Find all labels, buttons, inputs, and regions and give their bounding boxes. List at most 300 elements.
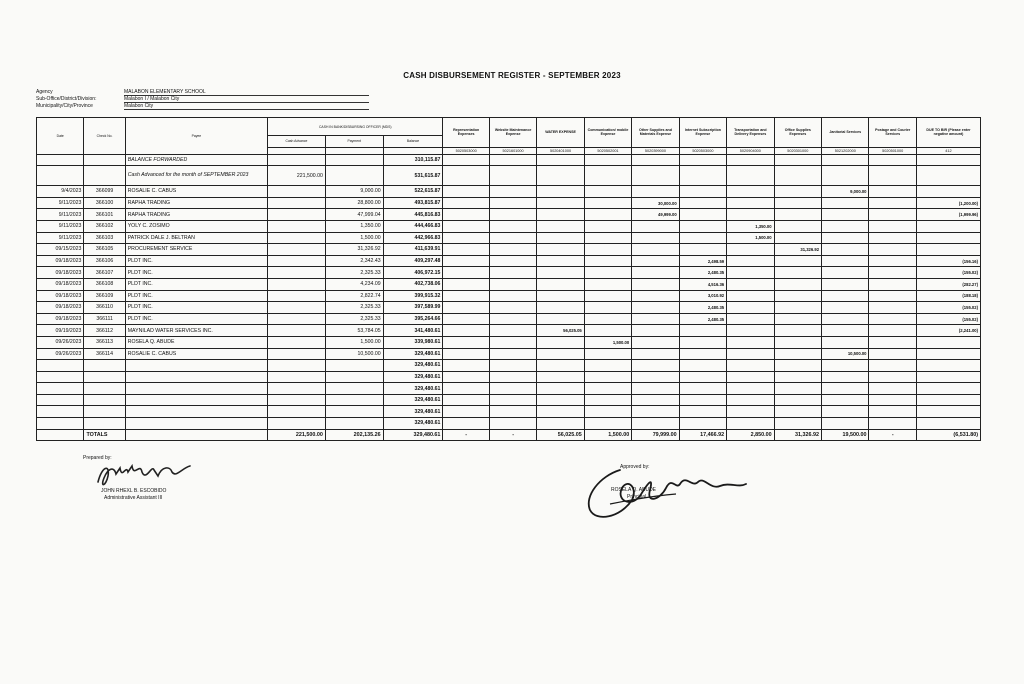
- row-expense: [443, 406, 489, 418]
- row-expense: [489, 383, 536, 395]
- row-expense: [727, 209, 774, 221]
- row-payment: 1,350.00: [325, 220, 383, 232]
- row-cash-advance: [268, 267, 326, 279]
- register-body: [37, 154, 981, 429]
- row-expense: [727, 267, 774, 279]
- row-expense: [537, 278, 584, 290]
- row-expense: [774, 325, 821, 337]
- row-date: [37, 360, 84, 372]
- row-expense: [774, 336, 821, 348]
- row-expense: [679, 232, 726, 244]
- row-expense: [916, 348, 980, 360]
- row-date: 9/11/2023: [37, 232, 84, 244]
- row-expense: 31,326.92: [774, 244, 821, 256]
- table-row: [37, 244, 981, 256]
- row-expense: [632, 383, 679, 395]
- row-payment: 1,500.00: [325, 232, 383, 244]
- row-balance: 411,639.91: [383, 244, 443, 256]
- approved-by-position: Principal: [627, 494, 647, 500]
- row-expense: [727, 371, 774, 383]
- col-exp-header: Janitorial Services: [822, 118, 869, 148]
- row-date: 9/11/2023: [37, 220, 84, 232]
- row-cash-advance: [268, 406, 326, 418]
- row-expense: 30,000.00: [632, 197, 679, 209]
- row-expense: [727, 154, 774, 166]
- row-expense: [679, 209, 726, 221]
- row-payment: [325, 166, 383, 186]
- row-cash-advance: [268, 232, 326, 244]
- row-expense: [632, 371, 679, 383]
- row-date: [37, 394, 84, 406]
- row-expense: [679, 360, 726, 372]
- table-row: [37, 302, 981, 314]
- row-cash-advance: [268, 313, 326, 325]
- row-expense: [774, 371, 821, 383]
- row-payee: [125, 360, 267, 372]
- row-expense: [489, 371, 536, 383]
- row-expense: [822, 406, 869, 418]
- totals-expense: -: [869, 429, 916, 441]
- row-expense: [822, 278, 869, 290]
- row-expense: 2,480.35: [679, 313, 726, 325]
- row-expense: [584, 360, 631, 372]
- row-expense: [822, 154, 869, 166]
- row-expense: [679, 166, 726, 186]
- row-balance: 329,480.61: [383, 371, 443, 383]
- row-expense: [537, 348, 584, 360]
- row-payment: 31,326.92: [325, 244, 383, 256]
- meta-label: Agency: [36, 89, 53, 95]
- row-expense: [916, 406, 980, 418]
- row-expense: [632, 232, 679, 244]
- row-expense: [489, 244, 536, 256]
- row-check-no: 366109: [84, 290, 125, 302]
- table-row: [37, 232, 981, 244]
- row-payment: 28,800.00: [325, 197, 383, 209]
- totals-expense: (6,531.80): [916, 429, 980, 441]
- row-payee: ROSELA Q. ABUDE: [125, 336, 267, 348]
- row-expense: [489, 166, 536, 186]
- row-expense: [727, 278, 774, 290]
- totals-expense: 19,500.00: [822, 429, 869, 441]
- row-expense: [489, 220, 536, 232]
- col-exp-header: Transportation and Delivery Expenses: [727, 118, 774, 148]
- col-date-header: Date: [37, 118, 84, 155]
- row-payment: 2,822.74: [325, 290, 383, 302]
- table-row: [37, 336, 981, 348]
- row-date: 9/11/2023: [37, 209, 84, 221]
- row-expense: [489, 360, 536, 372]
- row-expense: [489, 209, 536, 221]
- row-check-no: 366102: [84, 220, 125, 232]
- row-date: 09/26/2023: [37, 336, 84, 348]
- row-expense: [489, 406, 536, 418]
- row-cash-advance: [268, 209, 326, 221]
- row-balance: 329,480.61: [383, 418, 443, 430]
- row-payee: BALANCE FORWARDED: [125, 154, 267, 166]
- row-expense: [822, 325, 869, 337]
- row-check-no: 366106: [84, 255, 125, 267]
- row-payee: [125, 406, 267, 418]
- prepared-by-label: Prepared by:: [83, 455, 112, 461]
- row-payment: 1,500.00: [325, 336, 383, 348]
- row-expense: [489, 325, 536, 337]
- row-expense: [489, 394, 536, 406]
- row-payment: 2,342.43: [325, 255, 383, 267]
- row-cash-advance: 221,500.00: [268, 166, 326, 186]
- row-payee: YOLY C. ZOSIMO: [125, 220, 267, 232]
- row-expense: [822, 209, 869, 221]
- row-expense: [679, 220, 726, 232]
- row-expense: [869, 394, 916, 406]
- row-balance: 445,816.83: [383, 209, 443, 221]
- row-cash-advance: [268, 360, 326, 372]
- row-check-no: 366101: [84, 209, 125, 221]
- row-expense: 1,500.00: [584, 336, 631, 348]
- row-expense: [727, 336, 774, 348]
- row-expense: [774, 278, 821, 290]
- row-expense: [632, 325, 679, 337]
- row-expense: [822, 197, 869, 209]
- row-expense: [869, 371, 916, 383]
- row-expense: [537, 406, 584, 418]
- row-date: [37, 406, 84, 418]
- row-payment: 2,325.33: [325, 267, 383, 279]
- row-payment: [325, 383, 383, 395]
- row-cash-advance: [268, 197, 326, 209]
- row-expense: [537, 371, 584, 383]
- row-expense: [869, 244, 916, 256]
- row-expense: [727, 348, 774, 360]
- row-expense: [632, 394, 679, 406]
- row-expense: [443, 186, 489, 198]
- row-expense: [869, 360, 916, 372]
- row-expense: (155.02): [916, 302, 980, 314]
- table-row: [37, 290, 981, 302]
- row-cash-advance: [268, 418, 326, 430]
- approved-by-name: ROSELA Q. ABUDE: [611, 487, 657, 493]
- row-expense: (188.18): [916, 290, 980, 302]
- row-expense: [632, 313, 679, 325]
- account-code: 5020301000: [774, 147, 821, 154]
- row-expense: [632, 244, 679, 256]
- row-payment: 2,325.33: [325, 313, 383, 325]
- row-date: [37, 154, 84, 166]
- row-expense: [537, 255, 584, 267]
- table-row: [37, 406, 981, 418]
- row-expense: [869, 154, 916, 166]
- row-expense: [679, 418, 726, 430]
- row-expense: [869, 197, 916, 209]
- row-expense: [916, 186, 980, 198]
- row-expense: [869, 325, 916, 337]
- row-expense: [916, 383, 980, 395]
- approved-signature-image: [580, 460, 750, 524]
- row-expense: [584, 371, 631, 383]
- totals-expense: 56,025.05: [537, 429, 584, 441]
- account-code: 5020502001: [584, 147, 631, 154]
- row-cash-advance: [268, 302, 326, 314]
- row-expense: [443, 154, 489, 166]
- totals-row: [37, 429, 981, 441]
- row-payment: [325, 360, 383, 372]
- row-expense: [584, 302, 631, 314]
- row-balance: 329,480.61: [383, 383, 443, 395]
- col-exp-header: Website Maintenance Expense: [489, 118, 536, 148]
- row-balance: 409,297.48: [383, 255, 443, 267]
- account-code: 5021601000: [489, 147, 536, 154]
- row-expense: [679, 406, 726, 418]
- row-cash-advance: [268, 394, 326, 406]
- row-expense: [443, 197, 489, 209]
- totals-expense: 79,999.00: [632, 429, 679, 441]
- row-payee: PATRICK DALE J. BELTRAN: [125, 232, 267, 244]
- row-expense: [916, 360, 980, 372]
- col-balance-header: Balance: [383, 136, 443, 148]
- row-payment: [325, 394, 383, 406]
- row-expense: [869, 383, 916, 395]
- row-expense: [679, 394, 726, 406]
- row-expense: [632, 166, 679, 186]
- row-cash-advance: [268, 244, 326, 256]
- row-cash-advance: [268, 186, 326, 198]
- row-expense: [443, 313, 489, 325]
- row-balance: 329,480.61: [383, 348, 443, 360]
- row-date: 09/18/2023: [37, 278, 84, 290]
- table-row: [37, 348, 981, 360]
- row-date: 09/19/2023: [37, 325, 84, 337]
- row-expense: [632, 360, 679, 372]
- row-date: 09/18/2023: [37, 267, 84, 279]
- account-code: 412: [916, 147, 980, 154]
- row-expense: [443, 336, 489, 348]
- row-payee: PROCUREMENT SERVICE: [125, 244, 267, 256]
- row-expense: [679, 186, 726, 198]
- totals-cash-advance: 221,500.00: [268, 429, 326, 441]
- row-payee: PLDT INC.: [125, 278, 267, 290]
- row-expense: [679, 336, 726, 348]
- row-expense: [584, 197, 631, 209]
- row-date: [37, 383, 84, 395]
- row-check-no: [84, 360, 125, 372]
- row-balance: 522,615.87: [383, 186, 443, 198]
- row-check-no: 366110: [84, 302, 125, 314]
- row-expense: [679, 325, 726, 337]
- table-row: [37, 186, 981, 198]
- row-balance: 399,915.32: [383, 290, 443, 302]
- row-payment: 53,784.05: [325, 325, 383, 337]
- row-expense: (2,241.00): [916, 325, 980, 337]
- row-expense: [774, 302, 821, 314]
- row-expense: [584, 313, 631, 325]
- meta-value: Malabon I / Malabon City: [124, 96, 369, 103]
- row-expense: [632, 220, 679, 232]
- row-check-no: 366108: [84, 278, 125, 290]
- row-check-no: 366114: [84, 348, 125, 360]
- row-date: [37, 418, 84, 430]
- row-expense: [869, 255, 916, 267]
- row-expense: 1,500.00: [727, 232, 774, 244]
- row-expense: [489, 302, 536, 314]
- col-exp-header: Internet Subscription Expense: [679, 118, 726, 148]
- row-cash-advance: [268, 336, 326, 348]
- row-expense: [916, 154, 980, 166]
- row-expense: [489, 232, 536, 244]
- row-expense: [774, 348, 821, 360]
- row-expense: [537, 232, 584, 244]
- row-expense: [443, 302, 489, 314]
- row-check-no: 366107: [84, 267, 125, 279]
- row-check-no: [84, 418, 125, 430]
- row-expense: [632, 348, 679, 360]
- row-cash-advance: [268, 255, 326, 267]
- table-row: [37, 209, 981, 221]
- row-expense: [774, 394, 821, 406]
- row-expense: [727, 197, 774, 209]
- row-check-no: 366100: [84, 197, 125, 209]
- row-expense: 56,025.05: [537, 325, 584, 337]
- row-expense: [727, 406, 774, 418]
- row-expense: [537, 418, 584, 430]
- row-expense: [727, 244, 774, 256]
- row-expense: [632, 154, 679, 166]
- row-expense: [822, 383, 869, 395]
- row-cash-advance: [268, 325, 326, 337]
- row-expense: [632, 255, 679, 267]
- row-date: 09/15/2023: [37, 244, 84, 256]
- row-expense: [584, 209, 631, 221]
- table-row: [37, 325, 981, 337]
- row-expense: [489, 290, 536, 302]
- col-exp-header: Office Supplies Expenses: [774, 118, 821, 148]
- row-expense: [774, 255, 821, 267]
- col-exp-header: DUE TO BIR (Please enter negative amount): [916, 118, 980, 148]
- row-expense: [537, 302, 584, 314]
- row-expense: [443, 232, 489, 244]
- table-row: [37, 371, 981, 383]
- row-balance: 310,115.87: [383, 154, 443, 166]
- row-balance: 442,966.83: [383, 232, 443, 244]
- row-expense: [822, 232, 869, 244]
- row-cash-advance: [268, 278, 326, 290]
- table-row: [37, 360, 981, 372]
- row-expense: [774, 290, 821, 302]
- row-expense: [537, 267, 584, 279]
- row-expense: [489, 278, 536, 290]
- row-balance: 444,466.83: [383, 220, 443, 232]
- row-check-no: 366112: [84, 325, 125, 337]
- row-expense: [822, 418, 869, 430]
- table-row: [37, 383, 981, 395]
- row-expense: [632, 302, 679, 314]
- row-payee: [125, 383, 267, 395]
- table-row: [37, 255, 981, 267]
- row-date: 09/18/2023: [37, 313, 84, 325]
- row-date: 09/18/2023: [37, 290, 84, 302]
- row-expense: [537, 313, 584, 325]
- row-balance: 395,264.66: [383, 313, 443, 325]
- account-code: 5020401000: [537, 147, 584, 154]
- row-expense: [584, 255, 631, 267]
- row-expense: [489, 313, 536, 325]
- row-expense: [727, 313, 774, 325]
- row-date: 09/26/2023: [37, 348, 84, 360]
- col-exp-header: WATER EXPENSE: [537, 118, 584, 148]
- row-balance: 339,980.61: [383, 336, 443, 348]
- row-expense: [822, 313, 869, 325]
- meta-municipality: [36, 103, 369, 110]
- row-expense: [537, 244, 584, 256]
- row-check-no: 366103: [84, 232, 125, 244]
- meta-value: Malabon City: [124, 103, 369, 110]
- row-expense: 4,516.36: [679, 278, 726, 290]
- row-expense: [727, 290, 774, 302]
- meta-suboffice: [36, 96, 369, 103]
- col-exp-header: Communication/ mobile Expense: [584, 118, 631, 148]
- row-expense: [916, 220, 980, 232]
- row-expense: [869, 348, 916, 360]
- row-expense: [774, 154, 821, 166]
- row-payment: 4,234.09: [325, 278, 383, 290]
- row-expense: [443, 394, 489, 406]
- row-expense: [774, 209, 821, 221]
- row-expense: 3,010.92: [679, 290, 726, 302]
- account-code: 5020503000: [679, 147, 726, 154]
- row-check-no: [84, 394, 125, 406]
- row-expense: [489, 336, 536, 348]
- row-check-no: 366111: [84, 313, 125, 325]
- row-expense: [869, 313, 916, 325]
- row-payee: PLDT INC.: [125, 302, 267, 314]
- row-expense: [774, 267, 821, 279]
- row-expense: [632, 406, 679, 418]
- row-expense: [822, 267, 869, 279]
- row-expense: 2,480.35: [679, 302, 726, 314]
- row-expense: [822, 290, 869, 302]
- row-expense: [584, 348, 631, 360]
- row-expense: (1,200.00): [916, 197, 980, 209]
- row-expense: [822, 166, 869, 186]
- row-expense: [584, 394, 631, 406]
- row-payment: 47,999.04: [325, 209, 383, 221]
- totals-expense: 17,466.92: [679, 429, 726, 441]
- row-expense: [869, 336, 916, 348]
- row-check-no: [84, 154, 125, 166]
- row-date: 9/4/2023: [37, 186, 84, 198]
- row-expense: (155.02): [916, 313, 980, 325]
- col-exp-header: Representation Expenses: [443, 118, 489, 148]
- row-cash-advance: [268, 220, 326, 232]
- row-expense: [727, 186, 774, 198]
- row-expense: [774, 418, 821, 430]
- row-expense: (282.27): [916, 278, 980, 290]
- col-exp-header: Postage and Courier Services: [869, 118, 916, 148]
- row-check-no: [84, 406, 125, 418]
- account-code: 5020501000: [869, 147, 916, 154]
- row-expense: [869, 186, 916, 198]
- row-expense: [774, 166, 821, 186]
- row-expense: [443, 360, 489, 372]
- row-expense: [632, 267, 679, 279]
- row-date: [37, 166, 84, 186]
- row-payment: [325, 154, 383, 166]
- row-expense: [679, 197, 726, 209]
- table-row: [37, 418, 981, 430]
- row-expense: [727, 325, 774, 337]
- row-check-no: 366105: [84, 244, 125, 256]
- row-expense: [916, 244, 980, 256]
- meta-label: Sub-Office/District/Division:: [36, 96, 97, 102]
